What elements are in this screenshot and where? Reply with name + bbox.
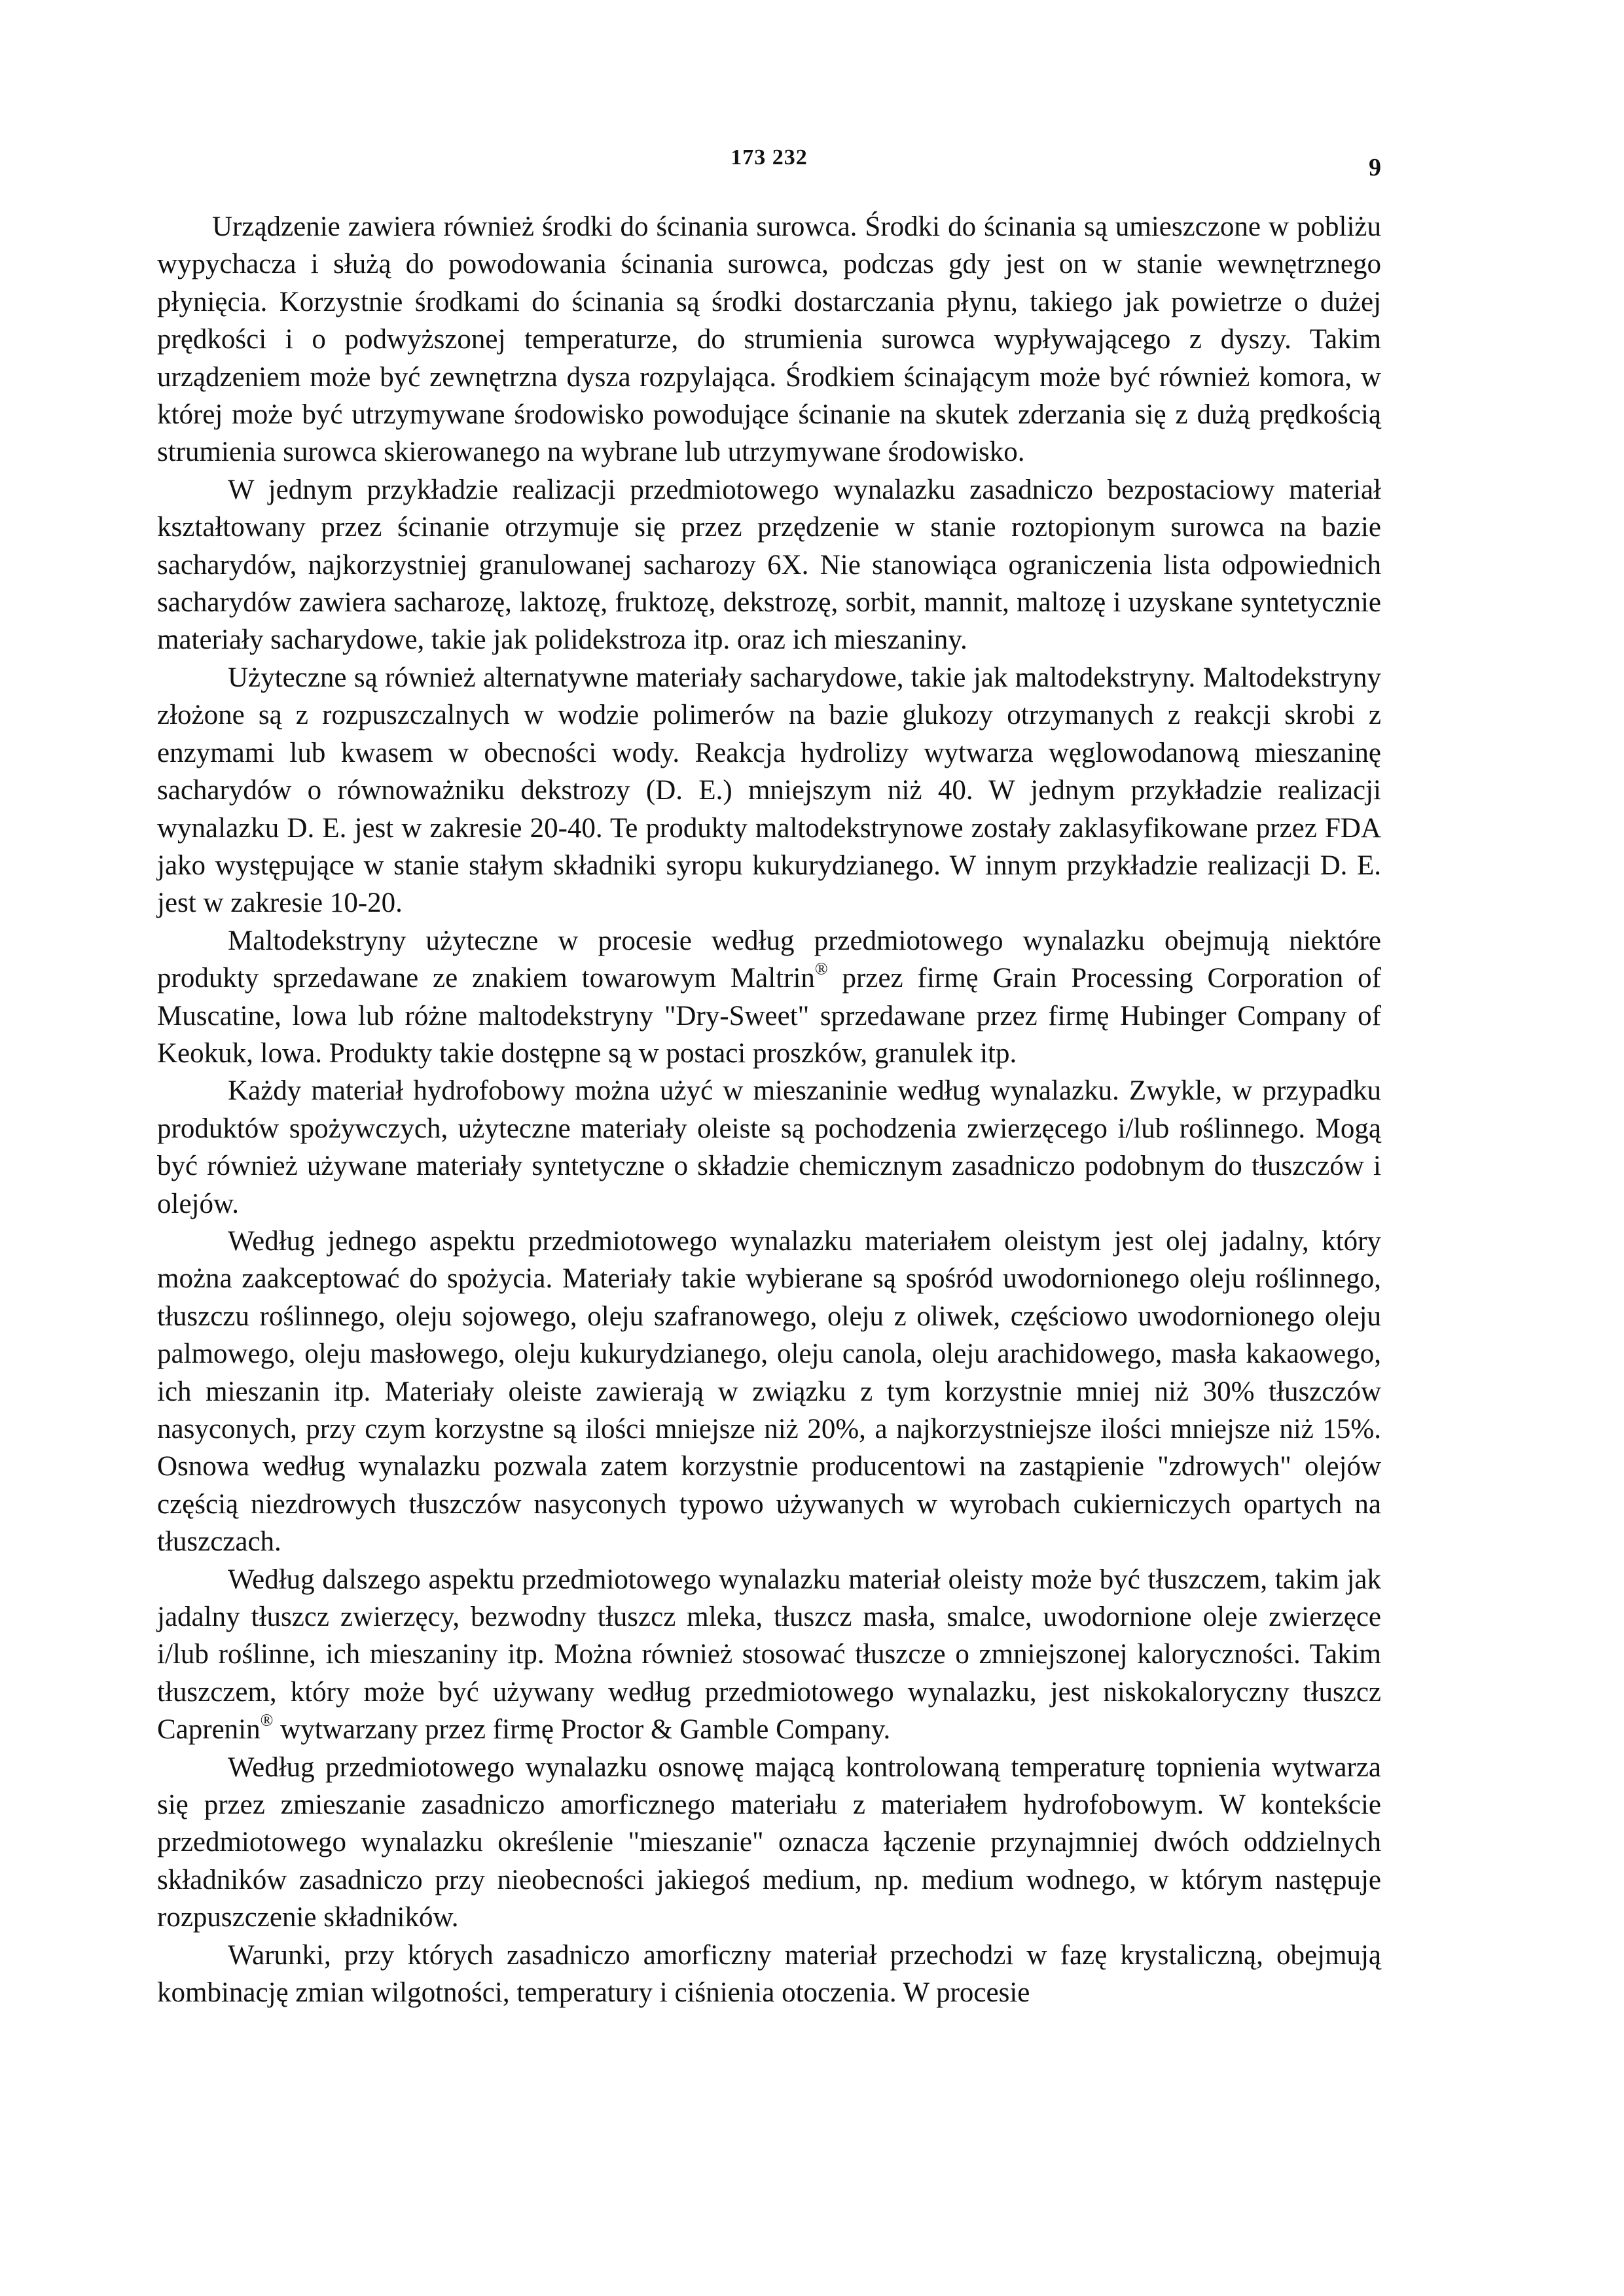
paragraph-caprenin-text-before: Według dalszego aspektu przedmiotowego wynalazku materiał oleisty może być tłuszczem, takim jak jadalny tłuszcz zwierzęcy, bezwodny tłuszcz mleka, tłuszcz masła, smalce, uwodornione oleje zwierzęce i/lub roślinne, ich mieszaniny itp. Można również stosować tłuszcze o zmniejszonej kaloryczności. Takim tłuszczem, który może być używany według przedmiotowego wynalazku, jest niskokaloryczny tłuszcz Caprenin	[157, 1564, 1381, 1746]
paragraph-caprenin-text-after: wytwarzany przez firmę Proctor & Gamble Company.	[273, 1714, 891, 1746]
registered-trademark-mark: ®	[260, 1710, 274, 1730]
patent-number: 173 232	[731, 145, 808, 170]
registered-trademark-mark: ®	[814, 959, 828, 978]
paragraph-maltrin-text-before: Maltodekstryny użyteczne w procesie według przedmiotowego wynalazku obejmują niektóre produkty sprzedawane ze znakiem towarowym Maltrin	[157, 925, 1381, 994]
paragraph-fat-caprenin	[157, 1561, 1381, 1749]
paragraph-mixing-definition: Według przedmiotowego wynalazku osnowę mającą kontrolowaną temperaturę topnienia wytwarza się przez zmieszanie zasadniczo amorficznego materiału z materiałem hydrofobowym. W kontekście przedmiotowego wynalazku określenie "mieszanie" oznacza łączenie przynajmniej dwóch oddzielnych składników zasadniczo przy nieobecności jakiegoś medium, np. medium wodnego, w którym następuje rozpuszczenie składników.	[157, 1751, 1381, 1933]
page-header	[157, 145, 1381, 185]
paragraph-maltrin-text-after: przez firmę Grain Processing Corporation of Muscatine, lowa lub różne maltodekstryny "Dry-Sweet" sprzedawane przez firmę Hubinger Company of Keokuk, lowa. Produkty takie dostępne są w postaci proszków, granulek itp.	[157, 963, 1381, 1069]
page-number: 9	[1369, 154, 1381, 181]
paragraph-edible-oil: Według jednego aspektu przedmiotowego wynalazku materiałem oleistym jest olej jadalny, który można zaakceptować do spożycia. Materiały takie wybierane są spośród uwodornionego oleju roślinnego, tłuszczu roślinnego, oleju sojowego, oleju szafranowego, oleju z oliwek, częściowo uwodornionego oleju palmowego, oleju masłowego, oleju kukurydzianego, oleju canola, oleju arachidowego, masła kakaowego, ich mieszanin itp. Materiały oleiste zawierają w związku z tym korzystnie mniej niż 30% tłuszczów nasyconych, przy czym korzystne są ilości mniejsze niż 20%, a najkorzystniejsze ilości mniejsze niż 15%. Osnowa według wynalazku pozwala zatem korzystnie producentowi na zastąpienie "zdrowych" olejów częścią niezdrowych tłuszczów nasyconych typowo używanych w wyrobach cukierniczych opartych na tłuszczach.	[157, 1225, 1381, 1558]
body-text	[157, 208, 1381, 2012]
paragraph-saccharide-feedstock: W jednym przykładzie realizacji przedmiotowego wynalazku zasadniczo bezpostaciowy materiał kształtowany przez ścinanie otrzymuje się przez przędzenie w stanie roztopionym surowca na bazie sacharydów, najkorzystniej granulowanej sacharozy 6X. Nie stanowiąca ograniczenia lista odpowiednich sacharydów zawiera sacharozę, laktozę, fruktozę, dekstrozę, sorbit, mannit, maltozę i uzyskane syntetycznie materiały sacharydowe, takie jak polidekstroza itp. oraz ich mieszaniny.	[157, 474, 1381, 656]
paragraph-crystalline-conditions: Warunki, przy których zasadniczo amorficzny materiał przechodzi w fazę krystaliczną, obejmują kombinację zmian wilgotności, temperatury i ciśnienia otoczenia. W procesie	[157, 1939, 1381, 2009]
paragraph-maltrin-products	[157, 922, 1381, 1073]
paragraph-hydrophobic-material: Każdy materiał hydrofobowy można użyć w mieszaninie według wynalazku. Zwykle, w przypadku produktów spożywczych, użyteczne materiały oleiste są pochodzenia zwierzęcego i/lub roślinnego. Mogą być również używane materiały syntetyczne o składzie chemicznym zasadniczo podobnym do tłuszczów i olejów.	[157, 1075, 1381, 1219]
paragraph-shearing-means: Urządzenie zawiera również środki do ścinania surowca. Środki do ścinania są umieszczone w pobliżu wypychacza i służą do powodowania ścinania surowca, podczas gdy jest on w stanie wewnętrznego płynięcia. Korzystnie środkami do ścinania są środki dostarczania płynu, takiego jak powietrze o dużej prędkości i o podwyższonej temperaturze, do strumienia surowca wypływającego z dyszy. Takim urządzeniem może być zewnętrzna dysza rozpylająca. Środkiem ścinającym może być również komora, w której może być utrzymywane środowisko powodujące ścinanie na skutek zderzania się z dużą prędkością strumienia surowca skierowanego na wybrane lub utrzymywane środowisko.	[157, 211, 1381, 468]
paragraph-maltodextrins: Użyteczne są również alternatywne materiały sacharydowe, takie jak maltodekstryny. Maltodekstryny złożone są z rozpuszczalnych w wodzie polimerów na bazie glukozy otrzymanych z reakcji skrobi z enzymami lub kwasem w obecności wody. Reakcja hydrolizy wytwarza węglowodanową mieszaninę sacharydów o równoważniku dekstrozy (D. E.) mniejszym niż 40. W jednym przykładzie realizacji wynalazku D. E. jest w zakresie 20-40. Te produkty maltodekstrynowe zostały zaklasyfikowane przez FDA jako występujące w stanie stałym składniki syropu kukurydzianego. W innym przykładzie realizacji D. E. jest w zakresie 10-20.	[157, 662, 1381, 919]
